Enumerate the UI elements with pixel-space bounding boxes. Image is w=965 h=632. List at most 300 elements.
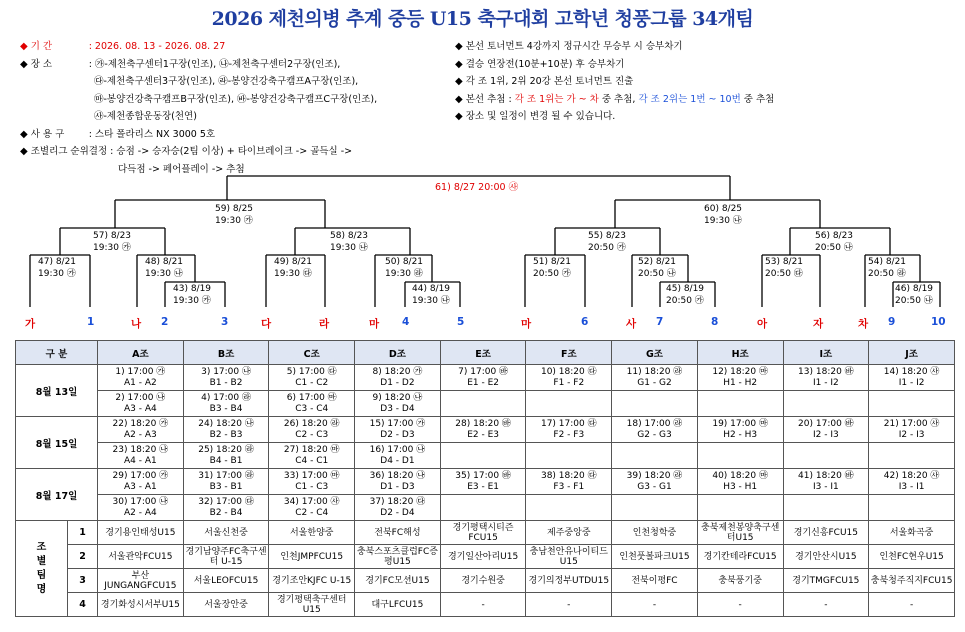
match-text: I3 - I1 bbox=[812, 481, 839, 492]
match-time: 19:30 ㉮ bbox=[215, 216, 253, 226]
slot-label: 3 bbox=[221, 316, 229, 328]
team-name: - bbox=[783, 593, 869, 617]
match-time: 20:50 ㉰ bbox=[765, 269, 803, 279]
match-text: 29) 17:00 ㉮ bbox=[112, 470, 169, 481]
match-time: 19:30 ㉯ bbox=[704, 216, 742, 226]
match-text: A2 - A3 bbox=[123, 429, 157, 440]
rule-text: 각 조 1위는 가 ~ 차 bbox=[514, 93, 599, 105]
match-text: F1 - F2 bbox=[553, 377, 585, 388]
team-name: 충북제천봉양축구센터U15 bbox=[697, 521, 783, 545]
round16-match bbox=[868, 256, 906, 280]
match-label: 49) 8/21 bbox=[274, 257, 313, 267]
match-text: 5) 17:00 ㉰ bbox=[286, 366, 337, 377]
team-name: 경기용인태성U15 bbox=[98, 521, 184, 545]
ball-value: : 스타 폴라리스 NX 3000 5호 bbox=[88, 128, 216, 140]
match-time: 19:30 ㉮ bbox=[93, 243, 131, 253]
team-name: 경기칸테라FCU15 bbox=[697, 545, 783, 569]
match-text: 14) 18:20 ㉴ bbox=[883, 366, 940, 377]
round16-match bbox=[385, 256, 423, 280]
match-cell bbox=[440, 469, 526, 495]
match-label: 58) 8/23 bbox=[330, 231, 369, 241]
match-text: 3) 17:00 ㉯ bbox=[201, 366, 251, 377]
diamond-icon: ◆ bbox=[20, 128, 28, 140]
match-cell bbox=[355, 443, 441, 469]
round20-match bbox=[412, 283, 450, 307]
match-text: D1 - D2 bbox=[380, 377, 415, 388]
match-cell bbox=[98, 443, 184, 469]
match-text: 31) 17:00 ㉱ bbox=[198, 470, 254, 481]
match-cell bbox=[526, 391, 612, 417]
match-cell bbox=[697, 417, 783, 443]
quarterfinal-match-55 bbox=[588, 230, 626, 254]
match-time: 19:30 ㉮ bbox=[173, 296, 211, 306]
match-cell bbox=[355, 391, 441, 417]
match-label: 48) 8/21 bbox=[145, 257, 184, 267]
team-name: 경기조안KJFC U-15 bbox=[269, 569, 355, 593]
final-match: 61) 8/27 20:00 ㉴ bbox=[435, 182, 519, 193]
match-cell bbox=[869, 365, 955, 391]
venue-line: : ㉮-제천축구센터1구장(인조), ㉯-제천축구센터2구장(인조), bbox=[88, 58, 341, 70]
team-name: 인천풋볼파크U15 bbox=[612, 545, 698, 569]
match-cell bbox=[183, 469, 269, 495]
round20-match bbox=[666, 283, 704, 307]
team-name: 서울장안중 bbox=[183, 593, 269, 617]
team-row bbox=[16, 545, 955, 569]
slot-label: 4 bbox=[402, 316, 410, 328]
match-cell bbox=[355, 365, 441, 391]
round20-match bbox=[173, 283, 211, 307]
match-cell bbox=[869, 469, 955, 495]
match-time: 20:50 ㉱ bbox=[868, 269, 906, 279]
team-name: 경기평택축구센터U15 bbox=[269, 593, 355, 617]
group-header: C조 bbox=[269, 341, 355, 365]
match-text: 19) 17:00 ㉲ bbox=[712, 418, 768, 429]
match-text: 23) 18:20 ㉯ bbox=[112, 444, 169, 455]
match-cell bbox=[440, 417, 526, 443]
team-name: 서울LEOFCU15 bbox=[183, 569, 269, 593]
rule-text: 본선 토너먼트 4강까지 정규시간 무승부 시 승부차기 bbox=[465, 41, 683, 52]
semifinal-match-59 bbox=[215, 203, 253, 227]
match-cell bbox=[697, 495, 783, 521]
match-text: A3 - A4 bbox=[123, 403, 157, 414]
match-label: 44) 8/19 bbox=[412, 284, 451, 294]
match-cell bbox=[355, 469, 441, 495]
match-cell bbox=[526, 365, 612, 391]
team-name: 충북풍기중 bbox=[697, 569, 783, 593]
team-row bbox=[16, 569, 955, 593]
match-text: 41) 18:20 ㉳ bbox=[798, 470, 854, 481]
match-cell bbox=[526, 469, 612, 495]
team-name: 대구LFCU15 bbox=[355, 593, 441, 617]
group-header: E조 bbox=[440, 341, 526, 365]
match-label: 52) 8/21 bbox=[638, 257, 677, 267]
team-name: 인천청학중 bbox=[612, 521, 698, 545]
match-text: G3 - G1 bbox=[637, 481, 672, 492]
slot-label: 7 bbox=[656, 316, 664, 328]
match-text: D2 - D3 bbox=[380, 429, 415, 440]
match-time: 19:30 ㉮ bbox=[38, 269, 76, 279]
match-cell bbox=[183, 443, 269, 469]
quarterfinal-match-57 bbox=[93, 230, 131, 254]
match-time: 20:50 ㉮ bbox=[533, 269, 571, 279]
match-cell bbox=[697, 443, 783, 469]
match-time: 19:30 ㉱ bbox=[385, 269, 423, 279]
match-cell bbox=[98, 469, 184, 495]
match-text: E1 - E2 bbox=[467, 377, 499, 388]
match-cell bbox=[269, 391, 355, 417]
match-text: D1 - D3 bbox=[380, 481, 415, 492]
match-text: 20) 17:00 ㉳ bbox=[798, 418, 854, 429]
match-cell bbox=[526, 417, 612, 443]
match-cell bbox=[697, 391, 783, 417]
rule-text: 중 추첨 bbox=[740, 93, 775, 105]
team-name: 서울화곡중 bbox=[869, 521, 955, 545]
match-text: A4 - A1 bbox=[123, 455, 157, 466]
match-cell bbox=[783, 417, 869, 443]
match-text: 21) 17:00 ㉴ bbox=[883, 418, 940, 429]
teams-label: 조 별 팀 명 bbox=[16, 521, 68, 617]
team-name: 경기TMGFCU15 bbox=[783, 569, 869, 593]
match-time: 20:50 ㉯ bbox=[895, 296, 933, 306]
match-text: B2 - B4 bbox=[209, 507, 243, 518]
match-text: 8) 18:20 ㉮ bbox=[372, 366, 423, 377]
match-cell bbox=[526, 495, 612, 521]
match-text: 40) 18:20 ㉲ bbox=[712, 470, 768, 481]
match-text: C1 - C2 bbox=[295, 377, 329, 388]
team-name: 경기FC모션U15 bbox=[355, 569, 441, 593]
corner-header: 구 분 bbox=[16, 341, 98, 365]
match-time: 20:50 ㉯ bbox=[815, 243, 853, 253]
match-text: C3 - C4 bbox=[295, 403, 329, 414]
match-text: 7) 17:00 ㉳ bbox=[458, 366, 509, 377]
match-text: B3 - B4 bbox=[209, 403, 243, 414]
semifinal-match-60 bbox=[704, 203, 742, 227]
match-cell bbox=[355, 495, 441, 521]
match-time: 19:30 ㉯ bbox=[330, 243, 368, 253]
match-text: A1 - A2 bbox=[123, 377, 157, 388]
slot-label: 차 bbox=[858, 318, 869, 330]
diamond-icon: ◆ bbox=[20, 146, 28, 157]
day-label: 8월 17일 bbox=[16, 469, 98, 521]
quarterfinal-match-58 bbox=[330, 230, 368, 254]
group-header: D조 bbox=[355, 341, 441, 365]
match-text: A3 - A1 bbox=[123, 481, 157, 492]
match-text: H1 - H2 bbox=[723, 377, 758, 388]
match-cell bbox=[98, 391, 184, 417]
rank-number: 4 bbox=[68, 593, 98, 617]
match-time: 19:30 ㉯ bbox=[412, 296, 450, 306]
day-label: 8월 13일 bbox=[16, 365, 98, 417]
team-name: 충북스포츠클럽FC증평U15 bbox=[355, 545, 441, 569]
match-time: 20:50 ㉮ bbox=[588, 243, 626, 253]
team-name: 인천JMPFCU15 bbox=[269, 545, 355, 569]
group-header: B조 bbox=[183, 341, 269, 365]
round16-match bbox=[145, 256, 183, 280]
venue-line: ㉲-봉양건강축구캠프B구장(인조), ㉳-봉양건강축구캠프C구장(인조), bbox=[94, 93, 378, 105]
match-text: E2 - E3 bbox=[467, 429, 499, 440]
slot-label: 자 bbox=[813, 318, 824, 330]
match-text: I1 - I2 bbox=[898, 377, 925, 388]
group-header: J조 bbox=[869, 341, 955, 365]
match-label: 45) 8/19 bbox=[666, 284, 705, 294]
venue-line: ㉴-제천종합운동장(천연) bbox=[94, 111, 197, 122]
match-cell bbox=[612, 469, 698, 495]
match-text: E3 - E1 bbox=[467, 481, 499, 492]
team-name: - bbox=[869, 593, 955, 617]
match-cell bbox=[98, 495, 184, 521]
team-name: 경기평택시티즌FCU15 bbox=[440, 521, 526, 545]
match-text: 24) 18:20 ㉯ bbox=[198, 418, 254, 429]
match-cell bbox=[697, 469, 783, 495]
match-label: 55) 8/23 bbox=[588, 231, 627, 241]
match-cell bbox=[612, 443, 698, 469]
team-name: 충북청주직지FCU15 bbox=[869, 569, 955, 593]
match-cell bbox=[440, 391, 526, 417]
team-name: - bbox=[697, 593, 783, 617]
match-text: C4 - C1 bbox=[295, 455, 329, 466]
match-text: I1 - I2 bbox=[812, 377, 839, 388]
group-header: I조 bbox=[783, 341, 869, 365]
match-cell bbox=[183, 391, 269, 417]
team-name: 경기남양주FC축구센터 U-15 bbox=[183, 545, 269, 569]
match-text: 1) 17:00 ㉮ bbox=[115, 366, 166, 377]
match-text: I2 - I3 bbox=[898, 429, 925, 440]
page-title: 2026 제천의병 추계 중등 U15 축구대회 고학년 청풍그룹 34개팀 bbox=[211, 8, 754, 30]
match-text: 42) 18:20 ㉴ bbox=[883, 470, 940, 481]
diamond-icon: ◆ bbox=[455, 58, 463, 70]
match-text: 32) 17:00 ㉰ bbox=[198, 496, 254, 507]
team-name: - bbox=[612, 593, 698, 617]
slot-label: 6 bbox=[581, 316, 589, 328]
team-name: 서울신천중 bbox=[183, 521, 269, 545]
slot-label: 10 bbox=[931, 316, 946, 328]
team-row bbox=[16, 593, 955, 617]
match-cell bbox=[783, 365, 869, 391]
day-label: 8월 15일 bbox=[16, 417, 98, 469]
match-text: 6) 17:00 ㉲ bbox=[286, 392, 337, 403]
match-text: D2 - D4 bbox=[380, 507, 415, 518]
diamond-icon: ◆ bbox=[20, 41, 28, 52]
match-cell bbox=[440, 443, 526, 469]
match-text: F2 - F3 bbox=[553, 429, 585, 440]
match-text: 38) 18:20 ㉰ bbox=[540, 470, 597, 481]
rule-text: 각 조 2위는 1번 ~ 10번 bbox=[638, 93, 741, 105]
match-cell bbox=[869, 443, 955, 469]
match-text: B1 - B2 bbox=[209, 377, 243, 388]
team-name: 부산JUNGANGFCU15 bbox=[98, 569, 184, 593]
match-text: 28) 18:20 ㉳ bbox=[455, 418, 511, 429]
period-label: 기 간 bbox=[30, 41, 53, 52]
team-name: 서울관악FCU15 bbox=[98, 545, 184, 569]
match-time: 20:50 ㉯ bbox=[638, 269, 676, 279]
ranking-label: 조별리그 순위결정 bbox=[30, 146, 108, 157]
team-name: 전북FC해성 bbox=[355, 521, 441, 545]
match-text: 27) 18:20 ㉲ bbox=[283, 444, 340, 455]
team-name: - bbox=[440, 593, 526, 617]
match-cell bbox=[355, 417, 441, 443]
table-row bbox=[16, 417, 955, 443]
match-text: 33) 17:00 ㉲ bbox=[283, 470, 340, 481]
match-text: 15) 17:00 ㉮ bbox=[369, 418, 426, 429]
table-row bbox=[16, 469, 955, 495]
rank-number: 1 bbox=[68, 521, 98, 545]
slot-label: 다 bbox=[261, 318, 272, 330]
match-text: 39) 18:20 ㉱ bbox=[626, 470, 683, 481]
match-label: 57) 8/23 bbox=[93, 231, 132, 241]
match-text: 25) 18:20 ㉱ bbox=[198, 444, 254, 455]
slot-label: 아 bbox=[757, 318, 768, 330]
slot-label: 2 bbox=[161, 316, 169, 328]
match-label: 59) 8/25 bbox=[215, 204, 254, 214]
rule-text: 본선 추첨 : bbox=[465, 93, 515, 105]
table-row bbox=[16, 443, 955, 469]
round20-match bbox=[895, 283, 933, 307]
table-row bbox=[16, 495, 955, 521]
match-text: D4 - D1 bbox=[380, 455, 415, 466]
match-text: 12) 18:20 ㉲ bbox=[712, 366, 768, 377]
match-text: 13) 18:20 ㉳ bbox=[798, 366, 854, 377]
match-text: A2 - A4 bbox=[123, 507, 157, 518]
group-header: H조 bbox=[697, 341, 783, 365]
match-text: I2 - I3 bbox=[812, 429, 839, 440]
match-label: 54) 8/21 bbox=[868, 257, 907, 267]
match-text: 35) 17:00 ㉳ bbox=[455, 470, 511, 481]
match-text: 9) 18:20 ㉯ bbox=[372, 392, 423, 403]
team-row bbox=[16, 521, 955, 545]
match-text: 11) 18:20 ㉱ bbox=[626, 366, 683, 377]
slot-label: 나 bbox=[131, 318, 142, 330]
match-cell bbox=[269, 495, 355, 521]
match-label: 46) 8/19 bbox=[895, 284, 934, 294]
slot-label: 9 bbox=[888, 316, 896, 328]
team-name: 전북이평FC bbox=[612, 569, 698, 593]
match-time: 19:30 ㉰ bbox=[274, 269, 312, 279]
match-label: 51) 8/21 bbox=[533, 257, 572, 267]
match-text: I3 - I1 bbox=[898, 481, 925, 492]
match-text: 17) 17:00 ㉰ bbox=[540, 418, 597, 429]
match-label: 53) 8/21 bbox=[765, 257, 804, 267]
team-name: 충남천안유나이티드U15 bbox=[526, 545, 612, 569]
match-cell bbox=[612, 417, 698, 443]
group-header: A조 bbox=[98, 341, 184, 365]
match-cell bbox=[269, 469, 355, 495]
match-cell bbox=[98, 417, 184, 443]
diamond-icon: ◆ bbox=[455, 93, 463, 105]
match-time: 19:30 ㉯ bbox=[145, 269, 183, 279]
rule-text: 장소 및 일정이 변경 될 수 있습니다. bbox=[465, 111, 616, 122]
match-cell bbox=[697, 365, 783, 391]
slot-label: 라 bbox=[319, 318, 330, 330]
match-cell bbox=[783, 495, 869, 521]
match-text: G1 - G2 bbox=[637, 377, 672, 388]
match-text: C1 - C3 bbox=[295, 481, 329, 492]
team-name: 경기안산시U15 bbox=[783, 545, 869, 569]
match-text: C2 - C3 bbox=[295, 429, 329, 440]
match-label: 56) 8/23 bbox=[815, 231, 854, 241]
round16-match bbox=[38, 256, 76, 280]
diamond-icon: ◆ bbox=[20, 58, 28, 70]
match-text: D3 - D4 bbox=[380, 403, 415, 414]
team-name: 경기의정부UTDU15 bbox=[526, 569, 612, 593]
match-text: 4) 17:00 ㉱ bbox=[201, 392, 251, 403]
match-text: B3 - B1 bbox=[209, 481, 243, 492]
match-label: 47) 8/21 bbox=[38, 257, 77, 267]
round16-match bbox=[638, 256, 676, 280]
slot-label: 5 bbox=[457, 316, 465, 328]
info-left bbox=[20, 38, 377, 178]
match-text: 22) 18:20 ㉮ bbox=[112, 418, 169, 429]
ranking-value: : 승점 -> 승자승(2팀 이상) + 타이브레이크 -> 골득실 -> bbox=[110, 146, 353, 157]
match-cell bbox=[440, 365, 526, 391]
slot-label: 1 bbox=[87, 316, 95, 328]
team-name: 제주중앙중 bbox=[526, 521, 612, 545]
match-cell bbox=[783, 443, 869, 469]
table-row bbox=[16, 365, 955, 391]
match-label: 43) 8/19 bbox=[173, 284, 212, 294]
match-cell bbox=[440, 495, 526, 521]
info-right bbox=[455, 38, 774, 126]
match-cell bbox=[98, 365, 184, 391]
schedule-table bbox=[15, 340, 955, 617]
team-name: 경기일산아리U15 bbox=[440, 545, 526, 569]
match-cell bbox=[869, 495, 955, 521]
match-cell bbox=[612, 365, 698, 391]
team-name: 경기수원중 bbox=[440, 569, 526, 593]
match-text: H2 - H3 bbox=[723, 429, 758, 440]
group-header: G조 bbox=[612, 341, 698, 365]
match-cell bbox=[526, 443, 612, 469]
venue-label: 장 소 bbox=[30, 58, 53, 70]
match-cell bbox=[783, 391, 869, 417]
match-text: 30) 17:00 ㉯ bbox=[112, 496, 169, 507]
slot-label: 8 bbox=[711, 316, 719, 328]
match-text: 16) 17:00 ㉯ bbox=[369, 444, 426, 455]
period-value: : 2026. 08. 13 - 2026. 08. 27 bbox=[88, 41, 226, 52]
match-text: F3 - F1 bbox=[553, 481, 585, 492]
match-label: 50) 8/21 bbox=[385, 257, 424, 267]
match-cell bbox=[612, 495, 698, 521]
match-text: G2 - G3 bbox=[637, 429, 672, 440]
rule-text: 결승 연장전(10분+10분) 후 승부차기 bbox=[465, 58, 625, 70]
match-cell bbox=[269, 417, 355, 443]
group-header: F조 bbox=[526, 341, 612, 365]
ranking-value: 다득점 -> 페어플레이 -> 추첨 bbox=[118, 163, 245, 175]
match-cell bbox=[869, 391, 955, 417]
match-text: 36) 18:20 ㉯ bbox=[369, 470, 426, 481]
quarterfinal-match-56 bbox=[815, 230, 853, 254]
ball-label: 사 용 구 bbox=[30, 128, 65, 140]
rule-text: 중 추첨, bbox=[598, 93, 639, 105]
match-text: 10) 18:20 ㉰ bbox=[540, 366, 597, 377]
match-cell bbox=[783, 469, 869, 495]
match-cell bbox=[269, 443, 355, 469]
match-text: H3 - H1 bbox=[723, 481, 758, 492]
match-text: 37) 18:20 ㉰ bbox=[369, 496, 426, 507]
slot-label: 가 bbox=[25, 318, 36, 330]
match-time: 20:50 ㉮ bbox=[666, 296, 704, 306]
table-row bbox=[16, 391, 955, 417]
match-label: 60) 8/25 bbox=[704, 204, 743, 214]
diamond-icon: ◆ bbox=[455, 111, 463, 122]
team-name: 경기신흥FCU15 bbox=[783, 521, 869, 545]
venue-line: ㉰-제천축구센터3구장(인조), ㉱-봉양건강축구캠프A구장(인조), bbox=[94, 76, 359, 87]
slot-label: 마 bbox=[521, 318, 532, 330]
match-cell bbox=[612, 391, 698, 417]
team-name: 인천FC현우U15 bbox=[869, 545, 955, 569]
rank-number: 3 bbox=[68, 569, 98, 593]
match-text: 34) 17:00 ㉴ bbox=[283, 496, 340, 507]
slot-label: 사 bbox=[626, 318, 637, 330]
